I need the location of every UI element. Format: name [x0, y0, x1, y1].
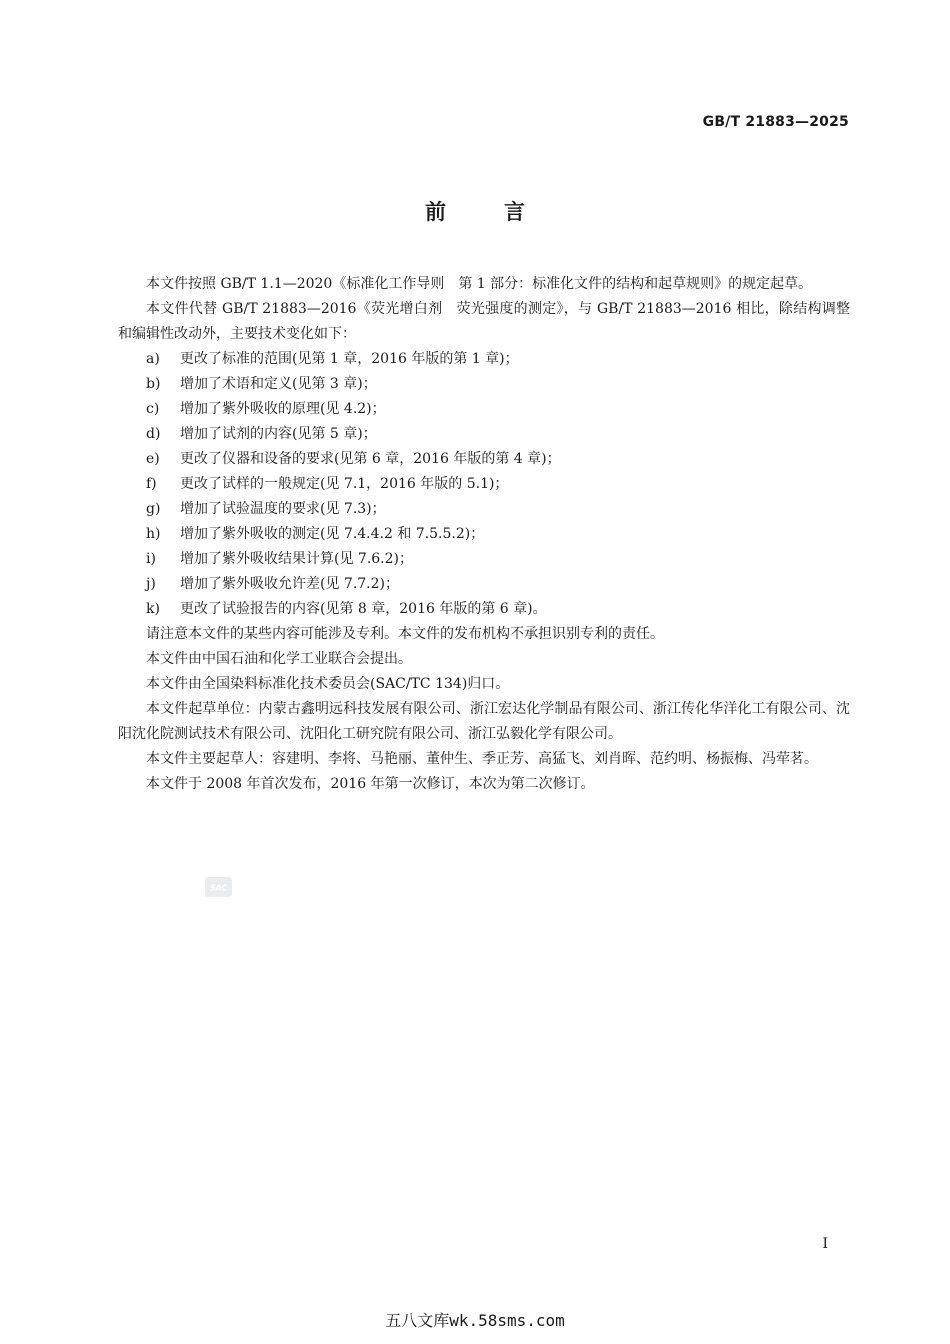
- list-item-text: 更改了试样的一般规定(见 7.1，2016 年版的 5.1)；: [180, 476, 509, 492]
- list-item-text: 增加了紫外吸收的原理(见 4.2)；: [180, 401, 386, 417]
- page-number: I: [822, 1236, 828, 1252]
- list-item-text: 增加了术语和定义(见第 3 章)；: [180, 376, 377, 392]
- intro-paragraph: 本文件按照 GB/T 1.1—2020《标准化工作导则 第 1 部分：标准化文件的结构和起草规则》的规定起草。: [146, 276, 813, 292]
- sac-logo: [205, 877, 232, 897]
- list-marker: d): [146, 426, 161, 442]
- list-item-text: 增加了试验温度的要求(见 7.3)；: [180, 501, 386, 517]
- list-marker: i): [146, 551, 156, 567]
- list-marker: c): [146, 401, 160, 417]
- drafters-paragraph: 本文件主要起草人：容建明、李将、马艳丽、董仲生、季正芳、高猛飞、刘肖晖、范约明、杨振梅、冯荦茗。: [146, 751, 818, 767]
- list-marker: b): [146, 376, 161, 392]
- changes-list: [118, 347, 850, 622]
- list-item: [118, 472, 850, 497]
- list-item: [118, 597, 850, 622]
- list-item-text: 增加了紫外吸收结果计算(见 7.6.2)；: [180, 551, 413, 567]
- list-item: [118, 422, 850, 447]
- list-marker: j): [146, 576, 156, 592]
- sac-logo-text: SAC: [209, 883, 228, 893]
- drafting-units-paragraph: 本文件起草单位：内蒙古鑫明远科技发展有限公司、浙江宏达化学制品有限公司、浙江传化华洋化工有限公司、沈阳沈化院测试技术有限公司、沈阳化工研究院有限公司、浙江弘毅化学有限公司。: [118, 701, 850, 742]
- list-item-text: 更改了试验报告的内容(见第 8 章，2016 年版的第 6 章)。: [180, 601, 547, 617]
- list-item-text: 增加了紫外吸收允许差(见 7.7.2)；: [180, 576, 399, 592]
- list-marker: f): [146, 476, 157, 492]
- list-item-text: 更改了标准的范围(见第 1 章，2016 年版的第 1 章)；: [180, 351, 519, 367]
- list-item: [118, 547, 850, 572]
- list-marker: h): [146, 526, 161, 542]
- site-watermark: 五八文库wk.58sms.com: [385, 1311, 565, 1330]
- proposer-paragraph: 本文件由中国石油和化学工业联合会提出。: [146, 651, 412, 667]
- intro-paragraph: 本文件代替 GB/T 21883—2016《荧光增白剂 荧光强度的测定》，与 GB/T 21883—2016 相比，除结构调整和编辑性改动外，主要技术变化如下：: [118, 301, 850, 342]
- list-item-text: 增加了紫外吸收的测定(见 7.4.4.2 和 7.5.5.2)；: [180, 526, 485, 542]
- standard-number: GB/T 21883—2025: [702, 114, 849, 130]
- list-item: [118, 447, 850, 472]
- list-item-text: 增加了试剂的内容(见第 5 章)；: [180, 426, 377, 442]
- list-marker: a): [146, 351, 160, 367]
- list-item: [118, 397, 850, 422]
- list-marker: k): [146, 601, 160, 617]
- list-item: [118, 497, 850, 522]
- committee-paragraph: 本文件由全国染料标准化技术委员会(SAC/TC 134)归口。: [146, 676, 510, 692]
- list-item: [118, 372, 850, 397]
- history-paragraph: 本文件于 2008 年首次发布，2016 年第一次修订，本次为第二次修订。: [146, 776, 595, 792]
- list-item-text: 更改了仪器和设备的要求(见第 6 章，2016 年版的第 4 章)；: [180, 451, 561, 467]
- list-marker: e): [146, 451, 160, 467]
- list-item: [118, 522, 850, 547]
- list-item: [118, 572, 850, 597]
- list-item: [118, 347, 850, 372]
- document-body: [118, 272, 850, 797]
- patent-notice: 请注意本文件的某些内容可能涉及专利。本文件的发布机构不承担识别专利的责任。: [146, 626, 664, 642]
- list-marker: g): [146, 501, 161, 517]
- page-title: 前言: [425, 200, 583, 224]
